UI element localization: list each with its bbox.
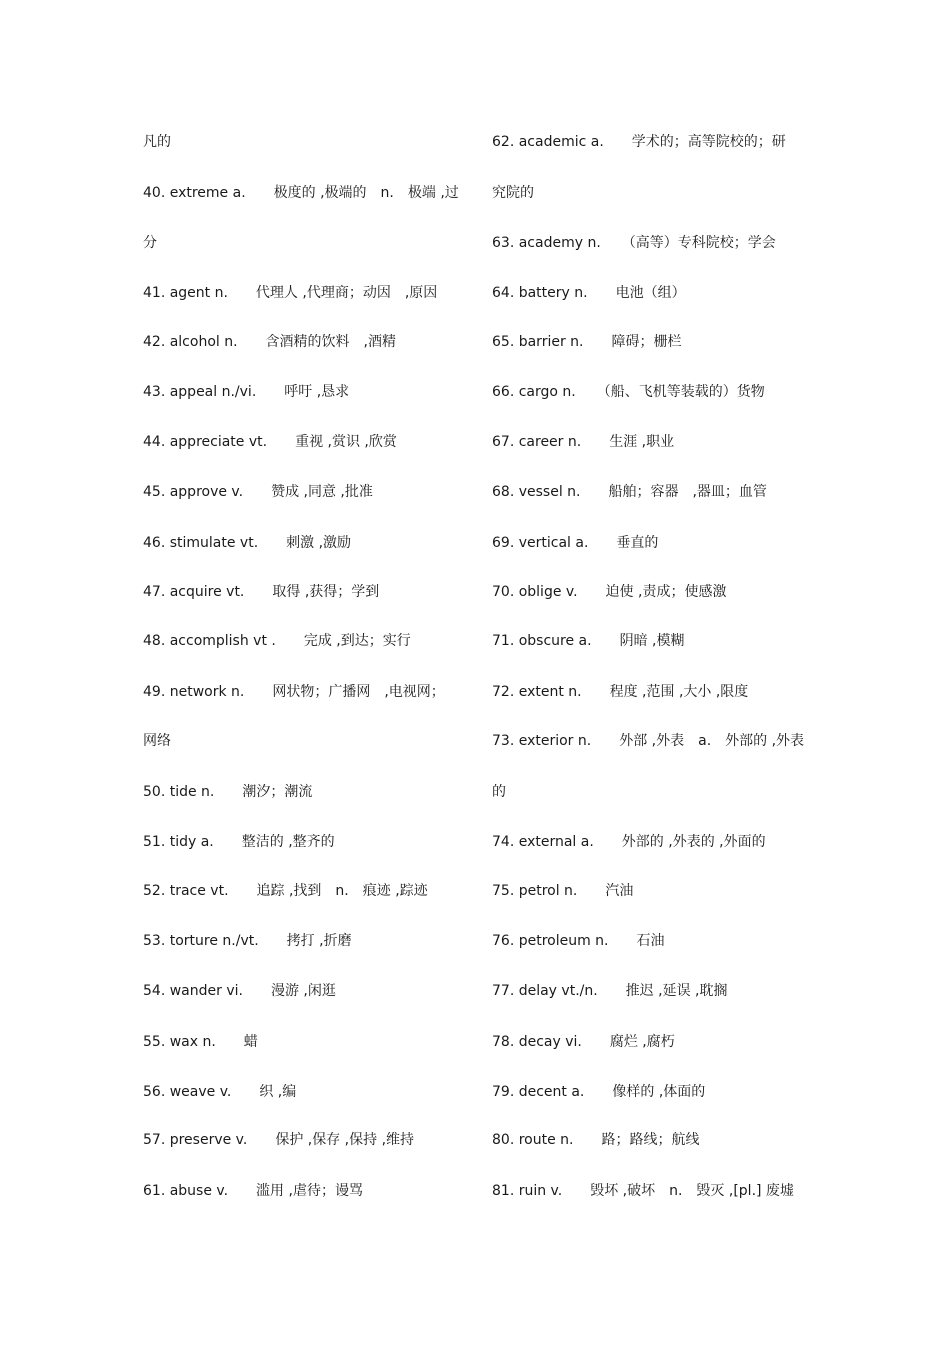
- entry-line: 66. cargo n. （船、飞机等装载的）货物: [492, 384, 765, 400]
- entry-line: 41. agent n. 代理人 ,代理商；动因 ,原因: [143, 285, 438, 301]
- entry-line: 45. approve v. 赞成 ,同意 ,批准: [143, 484, 373, 500]
- entry-line: 74. external a. 外部的 ,外表的 ,外面的: [492, 834, 766, 850]
- entry-line: 69. vertical a. 垂直的: [492, 535, 659, 551]
- entry-line: 42. alcohol n. 含酒精的饮料 ,酒精: [143, 334, 396, 350]
- entry-line: 的: [492, 784, 506, 800]
- entry-line: 61. abuse v. 滥用 ,虐待；谩骂: [143, 1183, 363, 1199]
- entry-line: 71. obscure a. 阴暗 ,模糊: [492, 633, 685, 649]
- entry-line: 77. delay vt./n. 推迟 ,延误 ,耽搁: [492, 983, 728, 999]
- entry-line: 78. decay vi. 腐烂 ,腐朽: [492, 1034, 675, 1050]
- entry-line: 67. career n. 生涯 ,职业: [492, 434, 675, 450]
- entry-line: 凡的: [143, 134, 171, 150]
- entry-line: 73. exterior n. 外部 ,外表 a. 外部的 ,外表: [492, 733, 805, 749]
- entry-line: 79. decent a. 像样的 ,体面的: [492, 1084, 706, 1100]
- entry-line: 76. petroleum n. 石油: [492, 933, 665, 949]
- entry-line: 62. academic a. 学术的；高等院校的；研: [492, 134, 786, 150]
- entry-line: 63. academy n. （高等）专科院校；学会: [492, 235, 776, 251]
- entry-line: 54. wander vi. 漫游 ,闲逛: [143, 983, 336, 999]
- entry-line: 网络: [143, 733, 171, 749]
- entry-line: 51. tidy a. 整洁的 ,整齐的: [143, 834, 335, 850]
- entry-line: 49. network n. 网状物；广播网 ,电视网；: [143, 684, 445, 700]
- entry-line: 80. route n. 路；路线；航线: [492, 1132, 700, 1148]
- entry-line: 47. acquire vt. 取得 ,获得；学到: [143, 584, 380, 600]
- entry-line: 65. barrier n. 障碍；栅栏: [492, 334, 682, 350]
- entry-line: 72. extent n. 程度 ,范围 ,大小 ,限度: [492, 684, 749, 700]
- entry-line: 55. wax n. 蜡: [143, 1034, 258, 1050]
- entry-line: 究院的: [492, 185, 534, 201]
- entry-line: 48. accomplish vt . 完成 ,到达；实行: [143, 633, 411, 649]
- entry-line: 44. appreciate vt. 重视 ,赏识 ,欣赏: [143, 434, 397, 450]
- entry-line: 53. torture n./vt. 拷打 ,折磨: [143, 933, 352, 949]
- entry-line: 57. preserve v. 保护 ,保存 ,保持 ,维持: [143, 1132, 415, 1148]
- entry-line: 56. weave v. 织 ,编: [143, 1084, 297, 1100]
- entry-line: 68. vessel n. 船舶；容器 ,器皿；血管: [492, 484, 767, 500]
- entry-line: 64. battery n. 电池（组）: [492, 285, 686, 301]
- entry-line: 40. extreme a. 极度的 ,极端的 n. 极端 ,过: [143, 185, 459, 201]
- entry-line: 75. petrol n. 汽油: [492, 883, 634, 899]
- entry-line: 81. ruin v. 毁坏 ,破坏 n. 毁灭 ,[pl.] 废墟: [492, 1183, 794, 1199]
- entry-line: 分: [143, 235, 157, 251]
- entry-line: 70. oblige v. 迫使 ,责成；使感激: [492, 584, 727, 600]
- entry-line: 52. trace vt. 追踪 ,找到 n. 痕迹 ,踪迹: [143, 883, 428, 899]
- entry-line: 50. tide n. 潮汐；潮流: [143, 784, 313, 800]
- entry-line: 46. stimulate vt. 刺激 ,激励: [143, 535, 352, 551]
- entry-line: 43. appeal n./vi. 呼吁 ,恳求: [143, 384, 350, 400]
